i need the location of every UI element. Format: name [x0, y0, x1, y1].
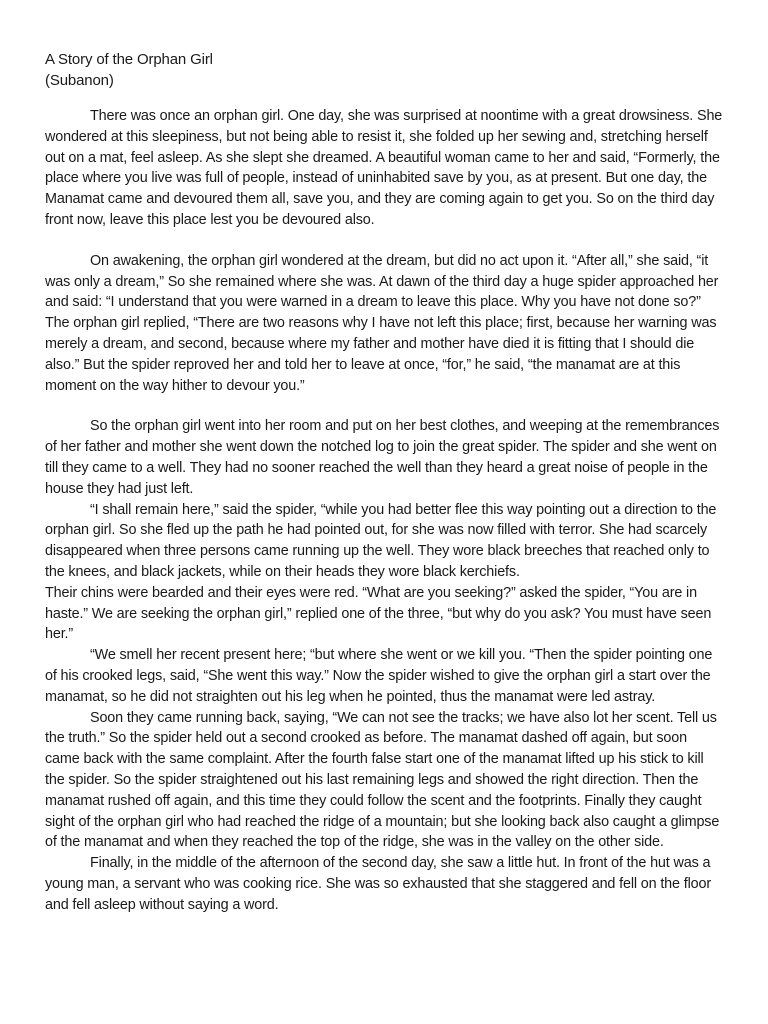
- document-page: [45, 49, 725, 915]
- paragraph-2: On awakening, the orphan girl wondered at the dream, but did no act upon it. “After all,” she said, “it was only a dream,” So she remained where she was. At dawn of the third day a huge spider approached her and said: “I understand that you were warned in a dream to leave this place. Why you have not done so?” The orphan girl replied, “There are two reasons why I have not left this place; first, because her warning was merely a dream, and second, because where my father and mother have died it is fitting that I should die also.” But the spider reproved her and told her to leave at once, “for,” he said, “the manamat are at this moment on the way hither to devour you.”: [45, 252, 719, 394]
- paragraph-4: “I shall remain here,” said the spider, “while you had better flee this way pointing out a direction to the orphan girl. So she fled up the path he had pointed out, for she was now filled with terror. She had scarcely disappeared when three persons came running up the well. They wore black breeches that reached only to the knees, and black jackets, while on their heads they wore black kerchiefs.: [45, 501, 717, 580]
- paragraph-5: Their chins were bearded and their eyes were red. “What are you seeking?” asked the spider, “You are in haste.” We are seeking the orphan girl,” replied one of the three, “but why do you ask? You must have seen her.”: [45, 584, 712, 643]
- paragraph-1: There was once an orphan girl. One day, she was surprised at noontime with a great drowsiness. She wondered at this sleepiness, but not being able to resist it, she folded up her sewing and, stretching herself out on a mat, feel asleep. As she slept she dreamed. A beautiful woman came to her and said, “Formerly, the place where you live was full of people, instead of uninhabited save by you, as at present. But one day, the Manamat came and devoured them all, save you, and they are coming again to get you. So on the third day front now, leave this place lest you be devoured also.: [45, 108, 723, 228]
- title-block: [45, 49, 725, 91]
- paragraph-8: Finally, in the middle of the afternoon of the second day, she saw a little hut. In front of the hut was a young man, a servant who was cooking rice. She was so exhausted that she staggered and fell on the floor and fell asleep without saying a word.: [45, 855, 711, 913]
- document-subtitle: (Subanon): [45, 72, 114, 89]
- paragraph-6: “We smell her recent present here; “but where she went or we kill you. “Then the spider pointing one of his crooked legs, said, “She went this way.” Now the spider wished to give the orphan girl a start over the manamat, so he did not straighten out his leg when he pointed, thus the manamat were led astray.: [45, 647, 713, 705]
- paragraph-3: So the orphan girl went into her room and put on her best clothes, and weeping at the remembrances of her father and mother she went down the notched log to join the great spider. The spider and she went on till they came to a well. They had no sooner reached the well than they heard a great noise of people in the house they had just left.: [45, 418, 720, 497]
- document-title: A Story of the Orphan Girl: [45, 51, 213, 68]
- paragraph-7: Soon they came running back, saying, “We can not see the tracks; we have also lot her scent. Tell us the truth.” So the spider held out a second crooked as before. The manamat dashed off again, but soon came back with the same complaint. After the fourth false start one of the manamat lifted up his stick to kill the spider. So the spider straightened out his last remaining legs and showed the right direction. Then the manamat rushed off again, and this time they could follow the scent and the footprints. Finally they caught sight of the orphan girl who had reached the ridge of a mountain; but she looking back also caught a glimpse of the manamat and when they reached the top of the ridge, she was in the valley on the other side.: [45, 709, 720, 851]
